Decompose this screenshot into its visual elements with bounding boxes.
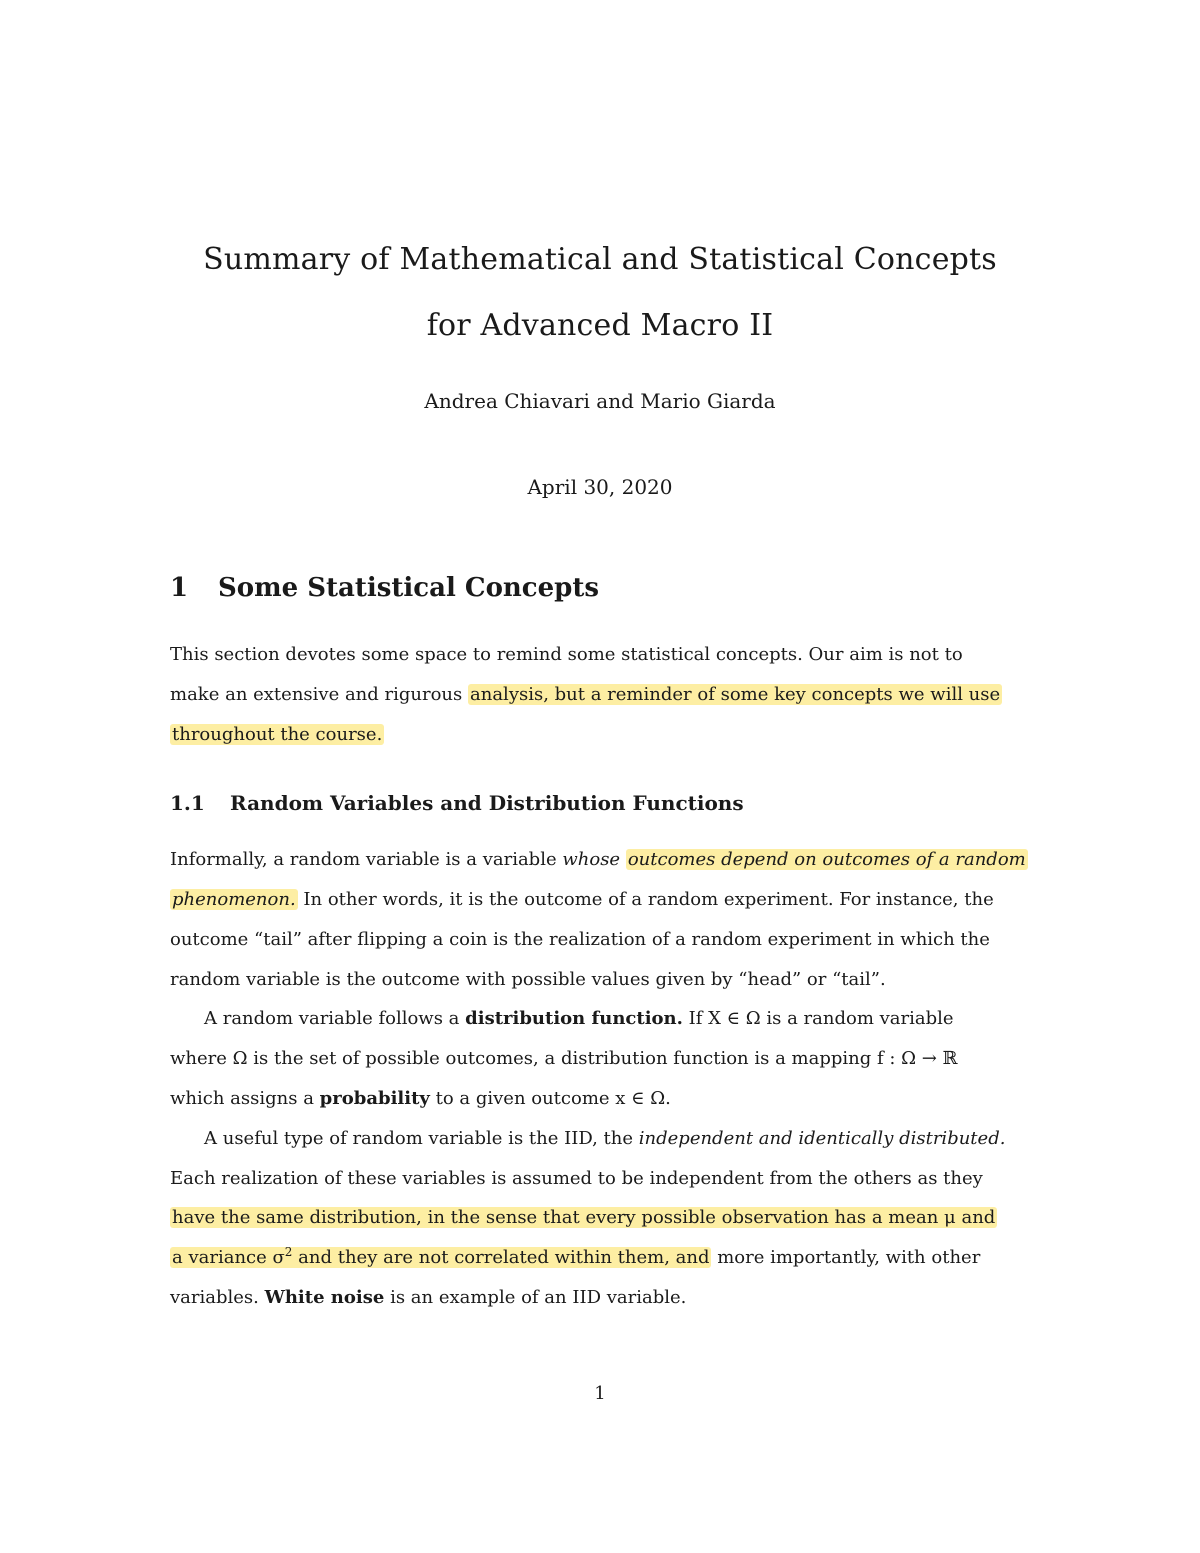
paragraph-line (170, 1203, 1020, 1233)
highlighted-text (170, 1247, 711, 1268)
text-run: outcome “tail” after flipping a coin is the realization of a random experiment in which the (170, 929, 990, 950)
page-number: 1 (594, 1383, 606, 1404)
paragraph-line (170, 885, 1020, 915)
document-title-line-1: Summary of Mathematical and Statistical Concepts (203, 242, 997, 277)
paragraph-line (170, 1283, 1020, 1313)
text-run: A useful type of random variable is the IID, the (204, 1128, 634, 1149)
paragraph-line (170, 1164, 1020, 1194)
text-run: make an extensive and rigurous (170, 684, 463, 705)
text-run: variables. (170, 1287, 259, 1308)
paragraph-line (170, 720, 1020, 750)
text-run: random variable is the outcome with possible values given by “head” or “tail”. (170, 969, 886, 990)
text-run: where Ω is the set of possible outcomes, a distribution function is a mapping f : Ω → ℝ (170, 1048, 958, 1069)
paragraph-line (170, 680, 1020, 710)
text-run: A random variable follows a (204, 1008, 460, 1029)
subsection-number: 1.1 (170, 791, 205, 815)
text-run: Each realization of these variables is assumed to be independent from the others as they (170, 1168, 983, 1189)
highlighted-text: throughout the course. (172, 724, 383, 745)
text-run: In other words, it is the outcome of a random experiment. For instance, the (303, 889, 994, 910)
document-authors: Andrea Chiavari and Mario Giarda (424, 389, 776, 413)
paragraph-line (170, 925, 1020, 955)
text-run: This section devotes some space to remind some statistical concepts. Our aim is not to (170, 644, 963, 665)
section-heading (170, 573, 599, 603)
bold-term: distribution function. (465, 1008, 683, 1029)
paragraph-line (170, 640, 1020, 670)
text-run: more importantly, with other (717, 1247, 981, 1268)
highlighted-text: analysis, but a reminder of some key concepts we will use (470, 684, 1001, 705)
text-run: a variance σ (172, 1247, 285, 1268)
section-number: 1 (170, 573, 189, 603)
text-run: is an example of an IID variable. (390, 1287, 687, 1308)
bold-term: White noise (264, 1287, 385, 1308)
paragraph-line (170, 1084, 1020, 1114)
document-date: April 30, 2020 (527, 475, 673, 499)
paragraph-line (170, 1044, 1020, 1074)
section-title: Some Statistical Concepts (218, 573, 600, 603)
bold-term: probability (319, 1088, 430, 1109)
text-run: to a given outcome x ∈ Ω. (435, 1088, 671, 1109)
highlighted-text: outcomes depend on outcomes of a random (627, 849, 1026, 870)
italic-text: whose (562, 849, 621, 870)
paragraph-line (170, 1124, 1054, 1154)
document-title-line-2: for Advanced Macro II (426, 308, 774, 343)
highlighted-text: have the same distribution, in the sense that every possible observation has a mean μ and (172, 1207, 996, 1228)
text-run: and they are not correlated within them, and (298, 1247, 710, 1268)
paragraph-line (170, 1243, 1020, 1273)
subsection-title: Random Variables and Distribution Functions (230, 791, 744, 815)
italic-text: independent and identically distributed. (638, 1128, 1006, 1149)
paragraph-line (170, 845, 1026, 875)
paragraph-line (170, 1004, 1054, 1034)
text-run: If X ∈ Ω is a random variable (688, 1008, 954, 1029)
paragraph-line (170, 965, 1020, 995)
text-run: which assigns a (170, 1088, 314, 1109)
text-run: Informally, a random variable is a variable (170, 849, 557, 870)
highlighted-text: phenomenon. (172, 889, 296, 910)
subsection-heading (170, 791, 744, 815)
superscript: 2 (284, 1245, 293, 1259)
